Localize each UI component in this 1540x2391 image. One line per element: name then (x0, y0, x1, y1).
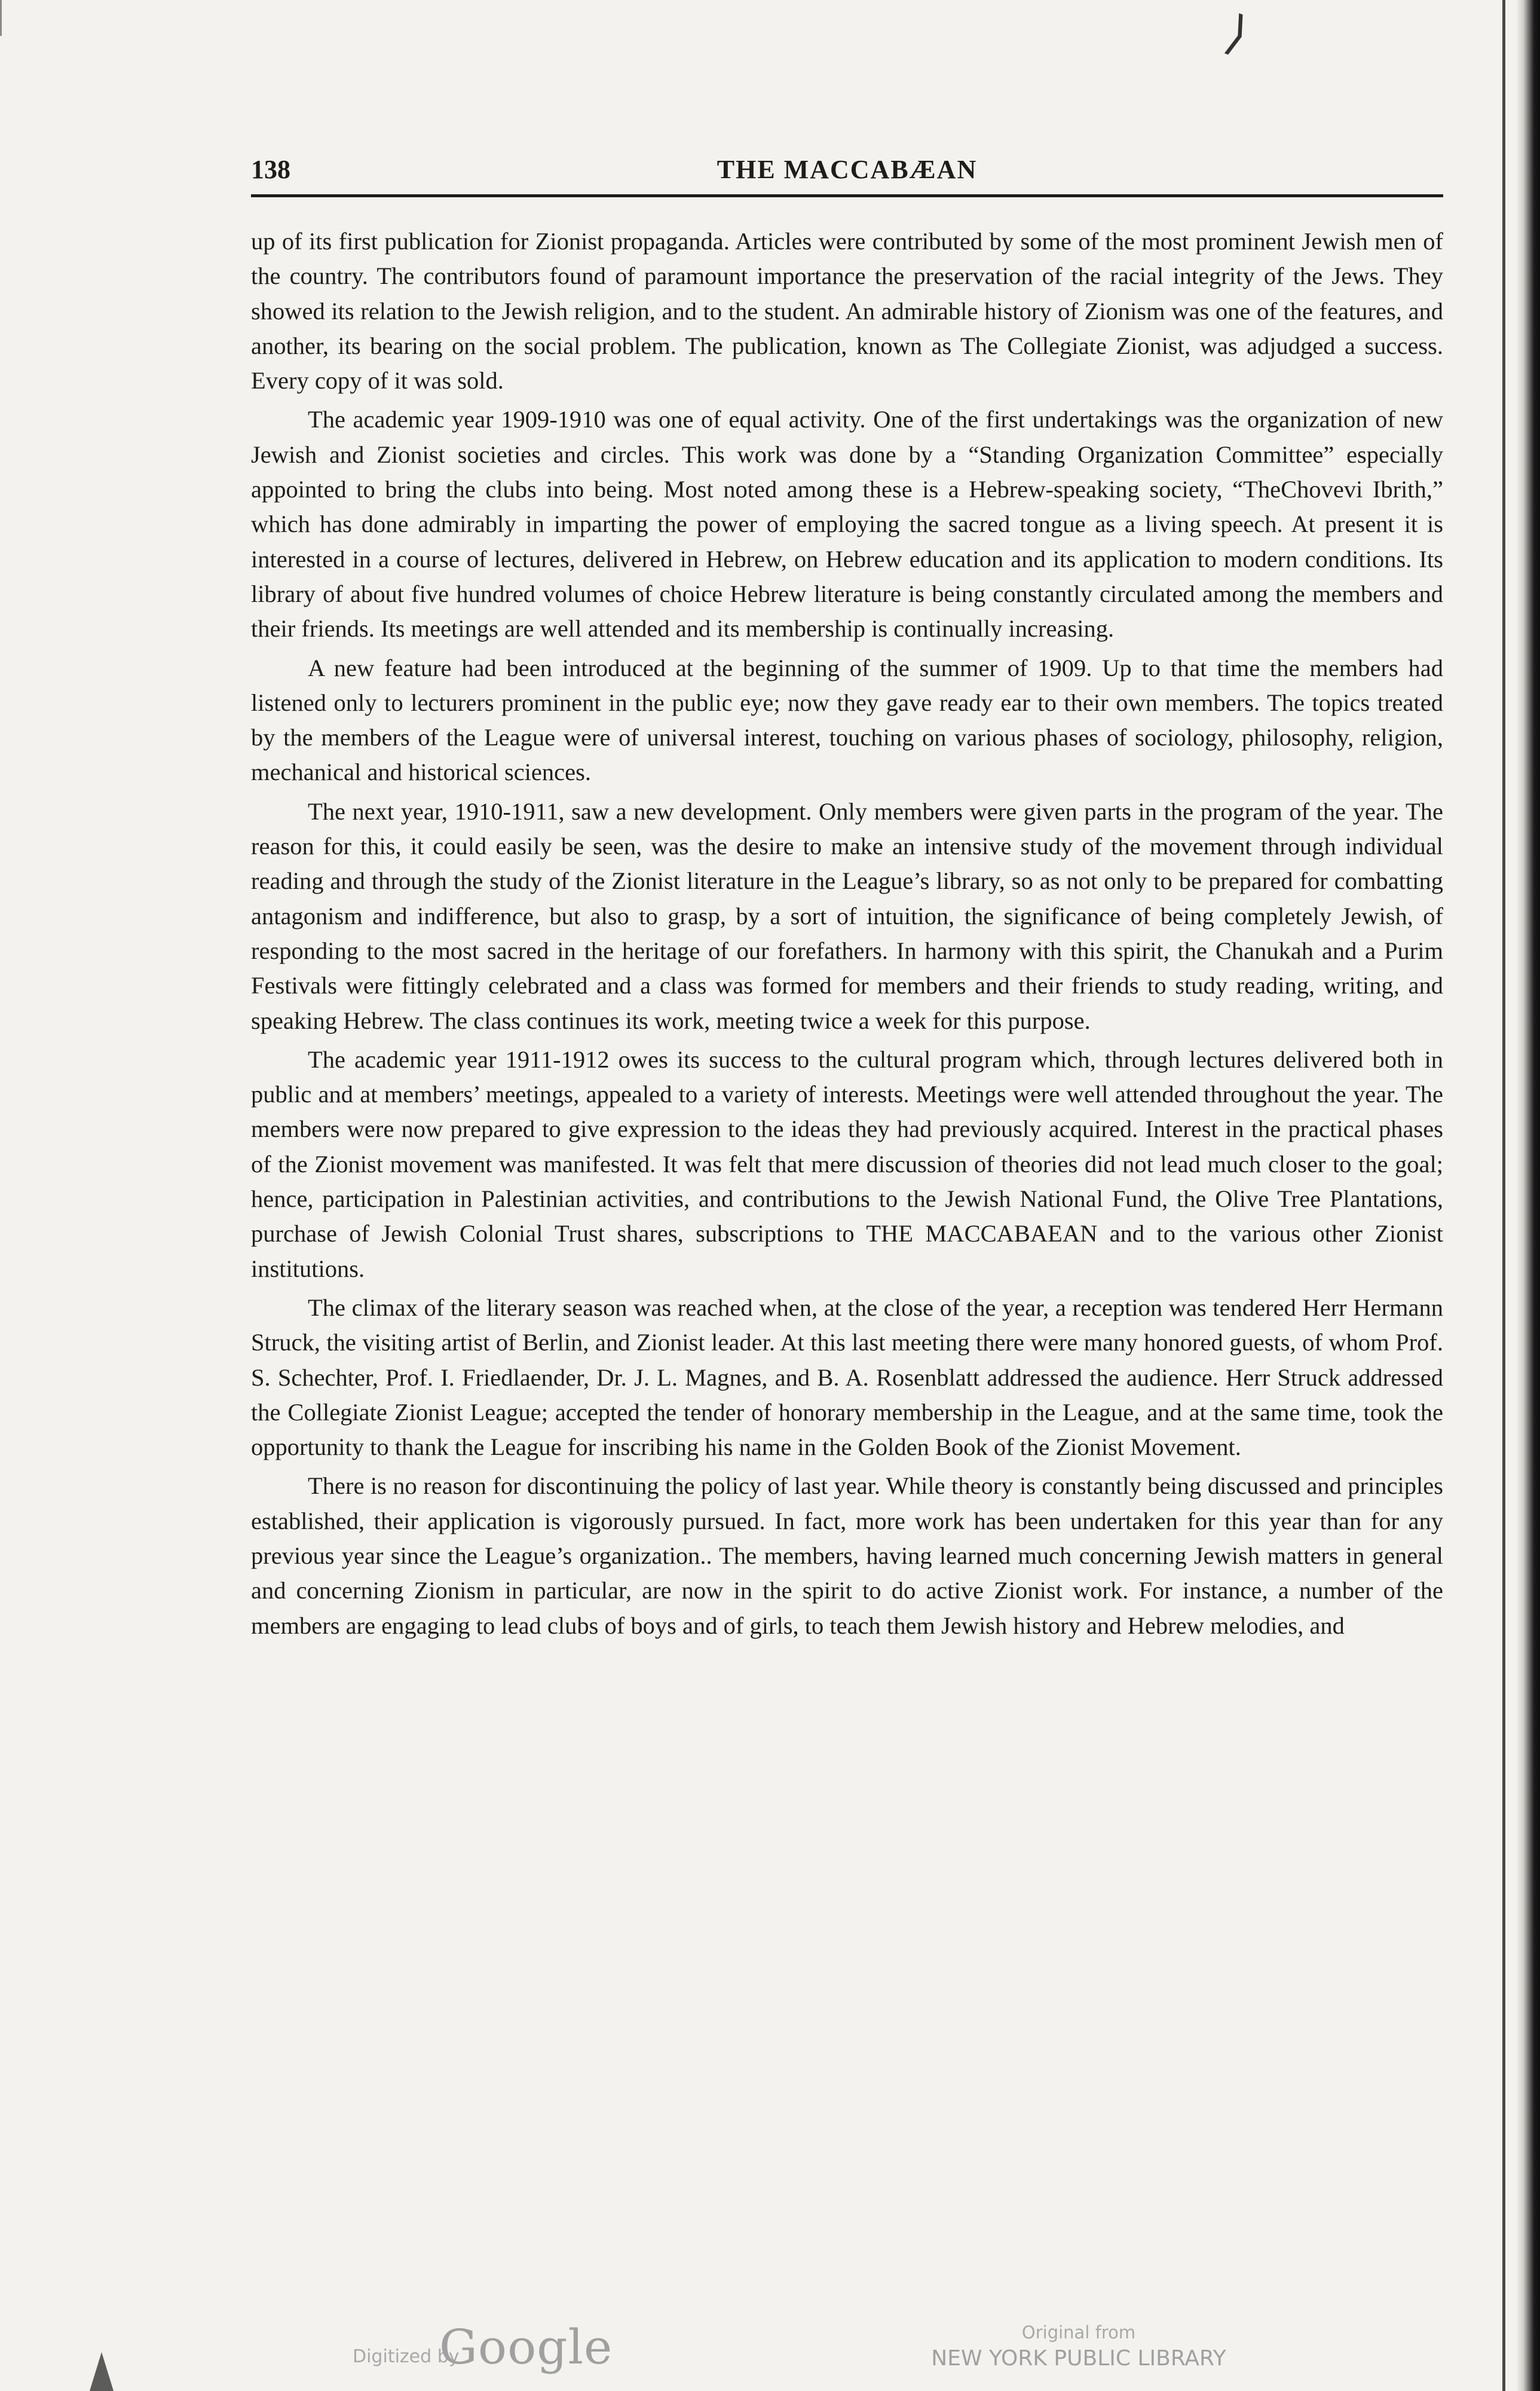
paragraph: The academic year 1911-1912 owes its success to the cultural program which, through lectures delivered both in public and at members’ meetings, appealed to a variety of interests. Meetings were well attended throughout the year. The members were now prepared to give expression to the ideas they had previously acquired. Interest in the practical phases of the Zionist movement was manifested. It was felt that mere discussion of theories did not lead much closer to the goal; hence, participation in Palestinian activities, and contributions to the Jewish National Fund, the Olive Tree Plantations, purchase of Jewish Colonial Trust shares, subscriptions to THE MACCABAEAN and to the various other Zionist institutions. (251, 1045, 1443, 1282)
paragraph: There is no reason for discontinuing the policy of last year. While theory is constantly being discussed and principles established, their application is vigorously pursued. In fact, more work has been undertaken for this year than for any previous year since the League’s organization.. The members, having learned much concerning Jewish matters in general and concerning Zionism in particular, are now in the spirit to do active Zionist work. For instance, a number of the members are engaging to lead clubs of boys and of girls, to teach them Jewish history and Hebrew melodies, and (251, 1472, 1443, 1639)
page-number: 138 (251, 155, 290, 184)
header-rule (251, 194, 1443, 197)
margin-mark: ⟩ (1219, 4, 1256, 63)
library-name: NEW YORK PUBLIC LIBRARY (931, 2346, 1226, 2371)
original-from-label: Original from (1021, 2322, 1136, 2343)
paragraph: A new feature had been introduced at the beginning of the summer of 1909. Up to that time the members had listened only to lecturers prominent in the public eye; now they gave ready ear to their own members. The topics treated by the members of the League were of universal interest, touching on various phases of sociology, philosophy, religion, mechanical and historical sciences. (251, 654, 1443, 786)
scan-corner-mark (0, 0, 20, 36)
article-body (251, 224, 1443, 1647)
digitized-by-label: Digitized by (353, 2346, 460, 2367)
paragraph: The academic year 1909-1910 was one of equal activity. One of the first undertakings was the organization of new Jewish and Zionist societies and circles. This work was done by a “Standing Organization Committee” especially appointed to bring the clubs into being. Most noted among these is a Hebrew-speaking society, “TheChovevi Ibrith,” which has done admirably in imparting the power of employing the sacred tongue as a living speech. At present it is interested in a course of lectures, delivered in Hebrew, on Hebrew education and its application to modern conditions. Its library of about five hundred volumes of choice Hebrew literature is being constantly circulated among the members and their friends. Its meetings are well attended and its membership is continually increasing. (251, 406, 1443, 643)
journal-title: THE MACCABÆAN (717, 155, 978, 184)
google-logo: Google (439, 2319, 613, 2375)
scan-edge-line (1502, 0, 1505, 2391)
digitization-footer (0, 2313, 1540, 2391)
scan-edge-shadow (1516, 0, 1540, 2391)
running-head (251, 154, 1443, 196)
paragraph: The climax of the literary season was reached when, at the close of the year, a reception was tendered Herr Hermann Struck, the visiting artist of Berlin, and Zionist leader. At this last meeting there were many honored guests, of whom Prof. S. Schechter, Prof. I. Friedlaender, Dr. J. L. Magnes, and B. A. Rosenblatt addressed the audience. Herr Struck addressed the Collegiate Zionist League; accepted the tender of honorary membership in the League, and at the same time, took the opportunity to thank the League for inscribing his name in the Golden Book of the Zionist Movement. (251, 1294, 1443, 1461)
paragraph: The next year, 1910-1911, saw a new development. Only members were given parts in the program of the year. The reason for this, it could easily be seen, was the desire to make an intensive study of the movement through individual reading and through the study of the Zionist literature in the League’s library, so as not only to be prepared for combatting antagonism and indifference, but also to grasp, by a sort of intuition, the significance of being completely Jewish, of responding to the most sacred in the heritage of our forefathers. In harmony with this spirit, the Chanukah and a Purim Festivals were fittingly celebrated and a class was formed for members and their friends to study reading, writing, and speaking Hebrew. The class continues its work, meeting twice a week for this purpose. (251, 797, 1443, 1034)
paragraph: up of its first publication for Zionist propaganda. Articles were contributed by some of the most prominent Jewish men of the country. The contributors found of paramount importance the preservation of the racial integrity of the Jews. They showed its relation to the Jewish religion, and to the student. An admirable history of Zionism was one of the features, and another, its bearing on the social problem. The publication, known as The Collegiate Zionist, was adjudged a success. Every copy of it was sold. (251, 228, 1443, 395)
